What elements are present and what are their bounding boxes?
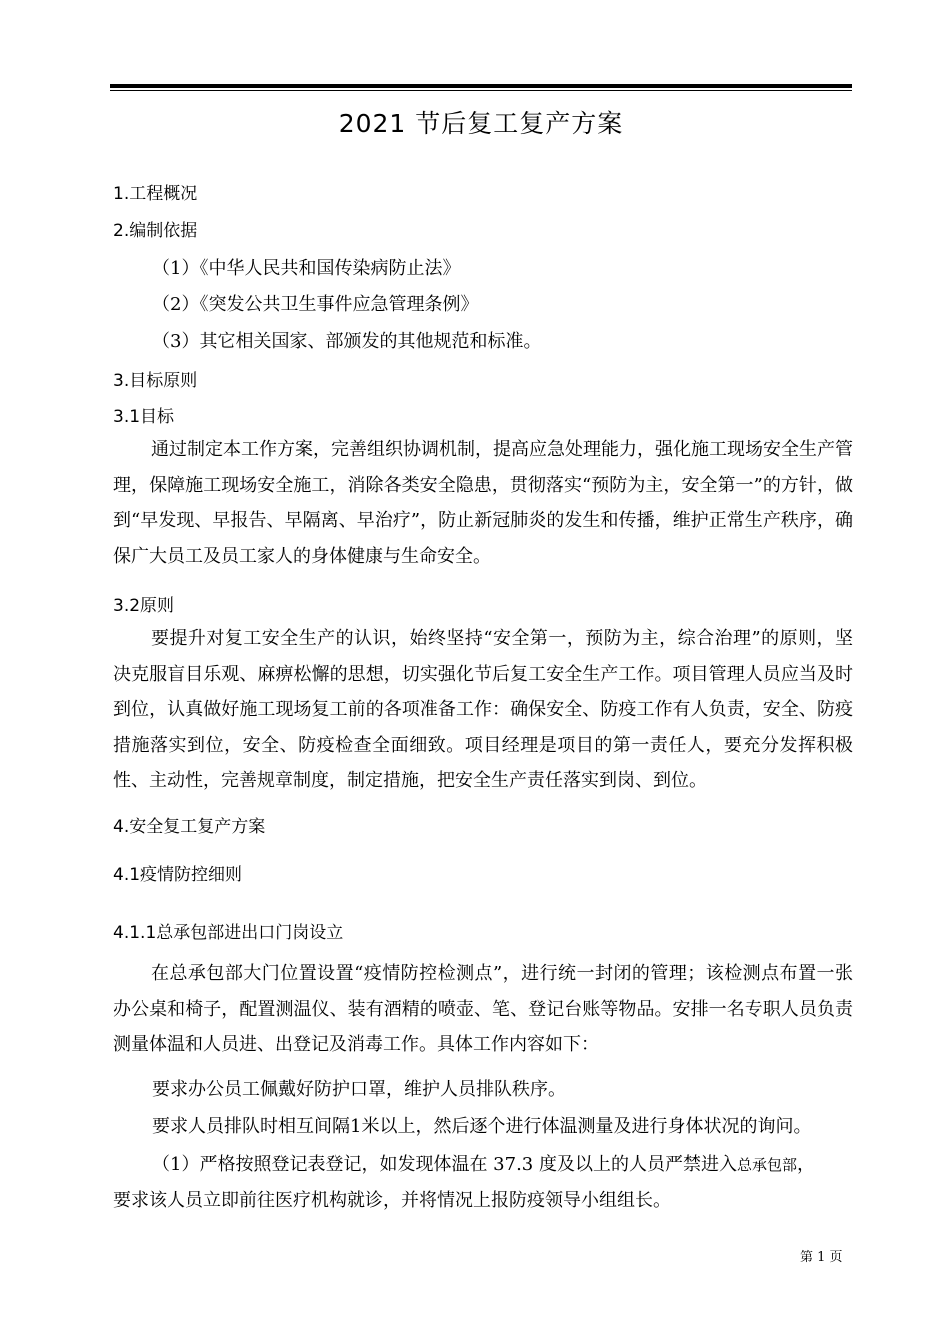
item-1-end: ， [797,1154,815,1175]
paragraph-gate-setup: 在总承包部大门位置设置“疫情防控检测点”，进行统一封闭的管理；该检测点布置一张办公桌和椅子，配置测温仪、装有酒精的喷壶、笔、登记台账等物品。安排一名专职人员负责测量体温和人员进、出登记及消毒工作。具体工作内容如下： [113,963,853,1055]
heading-3-1: 3.1目标 [113,407,175,427]
heading-4: 4.安全复工复产方案 [113,817,266,837]
heading-1: 1.工程概况 [113,184,198,204]
heading-2: 2.编制依据 [113,221,198,241]
item-1-line [152,1150,815,1176]
heading-4-1-1: 4.1.1总承包部进出口门岗设立 [113,923,344,943]
page-number: 第 1 页 [800,1250,843,1265]
header-rule-thin [110,90,852,91]
paragraph-principle: 要提升对复工安全生产的认识，始终坚持“安全第一，预防为主，综合治理”的原则，坚决克服盲目乐观、麻痹松懈的思想，切实强化节后复工安全生产工作。项目管理人员应当及时到位，认真做好施工现场复工前的各项准备工作：确保安全、防疫工作有人负责，安全、防疫措施落实到位，安全、防疫检查全面细致。项目经理是项目的第一责任人，要充分发挥积极性、主动性，完善规章制度，制定措施，把安全生产责任落实到岗、到位。 [113,628,853,791]
reference-item-1: （1）《中华人民共和国传染病防止法》 [152,258,461,279]
reference-item-2: （2）《突发公共卫生事件应急管理条例》 [152,294,479,315]
item-1-small-text: 总承包部 [736,1156,797,1174]
header-rule-thick [110,84,852,88]
item-1-text: （1）严格按照登记表登记，如发现体温在 37.3 度及以上的人员严禁进入 [152,1154,737,1175]
heading-4-1: 4.1疫情防控细则 [113,865,243,885]
document-title: 2021 节后复工复产方案 [338,109,624,138]
requirement-mask: 要求办公员工佩戴好防护口罩，维护人员排队秩序。 [152,1079,566,1100]
heading-3: 3.目标原则 [113,371,198,391]
heading-3-2: 3.2原则 [113,596,175,616]
reference-item-3: （3）其它相关国家、部颁发的其他规范和标准。 [152,331,542,352]
requirement-spacing: 要求人员排队时相互间隔1米以上，然后逐个进行体温测量及进行身体状况的询问。 [152,1116,812,1137]
item-1-continuation: 要求该人员立即前往医疗机构就诊，并将情况上报防疫领导小组组长。 [113,1190,671,1211]
paragraph-goal: 通过制定本工作方案，完善组织协调机制，提高应急处理能力，强化施工现场安全生产管理，保障施工现场安全施工，消除各类安全隐患，贯彻落实“预防为主，安全第一”的方针，做到“早发现、早报告、早隔离、早治疗”，防止新冠肺炎的发生和传播，维护正常生产秩序，确保广大员工及员工家人的身体健康与生命安全。 [113,439,853,567]
